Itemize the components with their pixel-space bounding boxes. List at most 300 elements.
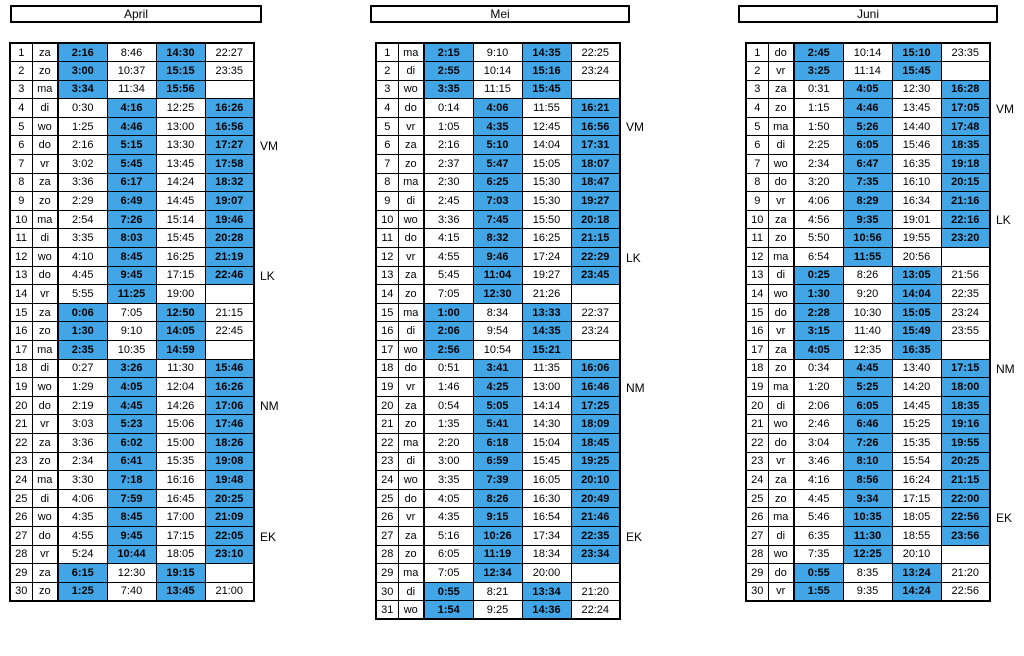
- table-row: [10, 545, 254, 564]
- tide-time: 22:25: [571, 43, 620, 62]
- weekday: wo: [32, 378, 58, 397]
- table-row: [746, 303, 990, 322]
- tide-time: 19:27: [571, 192, 620, 211]
- day-number: 20: [746, 396, 768, 415]
- weekday: ma: [398, 433, 424, 452]
- table-row: [746, 173, 990, 192]
- day-number: 14: [746, 285, 768, 304]
- tide-time: 10:14: [473, 62, 522, 81]
- tide-time: 3:00: [424, 452, 473, 471]
- tide-time: [571, 564, 620, 583]
- weekday: di: [32, 489, 58, 508]
- table-row: [376, 210, 620, 229]
- tide-time: 16:56: [571, 117, 620, 136]
- tide-time: 1:30: [794, 285, 843, 304]
- tide-time: 4:05: [843, 80, 892, 99]
- day-number: 30: [746, 582, 768, 601]
- tide-time: 5:41: [473, 415, 522, 434]
- tide-time: 5:45: [424, 266, 473, 285]
- tide-time: 4:06: [794, 192, 843, 211]
- table-row: [746, 526, 990, 545]
- tide-time: 21:56: [941, 266, 990, 285]
- tide-time: 21:15: [941, 471, 990, 490]
- tide-time: 11:55: [843, 248, 892, 267]
- tide-time: 15:16: [522, 62, 571, 81]
- tide-time: 9:35: [843, 582, 892, 601]
- table-row: [376, 99, 620, 118]
- tide-time: 6:17: [107, 173, 156, 192]
- tide-time: 4:05: [107, 378, 156, 397]
- day-number: 1: [376, 43, 398, 62]
- table-row: [746, 99, 990, 118]
- tide-time: 2:54: [58, 210, 107, 229]
- tide-time: 13:00: [156, 117, 205, 136]
- tide-time: 20:10: [571, 471, 620, 490]
- tide-time: 4:06: [58, 489, 107, 508]
- tide-time: 20:00: [522, 564, 571, 583]
- day-number: 19: [376, 378, 398, 397]
- tide-time: 7:35: [794, 545, 843, 564]
- weekday: za: [32, 173, 58, 192]
- day-number: 26: [10, 508, 32, 527]
- tide-time: 10:35: [107, 341, 156, 360]
- tide-time: 3:35: [424, 80, 473, 99]
- weekday: vr: [32, 415, 58, 434]
- tide-time: 11:04: [473, 266, 522, 285]
- tide-time: 9:35: [843, 210, 892, 229]
- table-row: [376, 248, 620, 267]
- tide-time: 6:05: [843, 136, 892, 155]
- month-title: Juni: [738, 5, 998, 23]
- weekday: vr: [768, 322, 794, 341]
- tide-time: 3:04: [794, 433, 843, 452]
- tide-time: 17:46: [205, 415, 254, 434]
- moon-phase-label: LK: [260, 269, 275, 284]
- weekday: za: [398, 266, 424, 285]
- weekday: ma: [398, 303, 424, 322]
- table-row: [10, 341, 254, 360]
- tide-time: 7:26: [843, 433, 892, 452]
- tide-time: 20:25: [941, 452, 990, 471]
- table-row: [376, 378, 620, 397]
- day-number: 22: [376, 433, 398, 452]
- day-number: 12: [376, 248, 398, 267]
- tide-time: 3:46: [794, 452, 843, 471]
- tide-time: 14:05: [156, 322, 205, 341]
- tide-time: 22:56: [941, 508, 990, 527]
- day-number: 5: [10, 117, 32, 136]
- tide-time: 9:10: [107, 322, 156, 341]
- tide-time: 13:30: [156, 136, 205, 155]
- tide-time: 14:24: [892, 582, 941, 601]
- tide-time: 9:20: [843, 285, 892, 304]
- weekday: vr: [398, 248, 424, 267]
- tide-time: 3:20: [794, 173, 843, 192]
- tide-time: 4:45: [58, 266, 107, 285]
- tide-time: 11:30: [843, 526, 892, 545]
- tide-time: 14:36: [522, 601, 571, 620]
- tide-time: 16:56: [205, 117, 254, 136]
- tide-time: 19:00: [156, 285, 205, 304]
- weekday: do: [32, 136, 58, 155]
- tide-time: 15:25: [892, 415, 941, 434]
- day-number: 13: [376, 266, 398, 285]
- table-row: [376, 433, 620, 452]
- tide-time: 17:25: [571, 396, 620, 415]
- tide-time: 12:30: [107, 564, 156, 583]
- tide-time: 2:16: [58, 136, 107, 155]
- tide-time: 2:55: [424, 62, 473, 81]
- weekday: za: [768, 80, 794, 99]
- day-number: 3: [746, 80, 768, 99]
- day-number: 5: [376, 117, 398, 136]
- day-number: 21: [376, 415, 398, 434]
- tide-time: 8:35: [843, 564, 892, 583]
- weekday: vr: [398, 117, 424, 136]
- tide-time: 7:59: [107, 489, 156, 508]
- tide-time: 14:45: [892, 396, 941, 415]
- tide-time: 1:30: [58, 322, 107, 341]
- tide-time: 14:04: [892, 285, 941, 304]
- tide-time: 14:30: [522, 415, 571, 434]
- table-row: [376, 62, 620, 81]
- tide-time: 0:51: [424, 359, 473, 378]
- day-number: 8: [10, 173, 32, 192]
- tide-time: 6:47: [843, 155, 892, 174]
- moon-phase-label: VM: [626, 120, 644, 135]
- tide-time: 18:34: [522, 545, 571, 564]
- tide-time: 2:56: [424, 341, 473, 360]
- day-number: 30: [10, 582, 32, 601]
- tide-time: 9:46: [473, 248, 522, 267]
- tide-time: 13:34: [522, 582, 571, 601]
- day-number: 1: [10, 43, 32, 62]
- tide-time: 14:45: [156, 192, 205, 211]
- tide-time: [205, 341, 254, 360]
- tide-time: 2:06: [794, 396, 843, 415]
- day-number: 10: [10, 210, 32, 229]
- table-row: [376, 266, 620, 285]
- tide-time: 7:45: [473, 210, 522, 229]
- tide-time: 4:55: [58, 526, 107, 545]
- weekday: wo: [398, 601, 424, 620]
- day-number: 28: [376, 545, 398, 564]
- moon-phase-label: EK: [996, 511, 1013, 525]
- tide-time: 4:15: [424, 229, 473, 248]
- table-row: [376, 415, 620, 434]
- table-row: [746, 452, 990, 471]
- tide-time: 3:03: [58, 415, 107, 434]
- table-row: [376, 43, 620, 62]
- weekday: do: [768, 173, 794, 192]
- weekday: za: [768, 341, 794, 360]
- weekday: wo: [398, 471, 424, 490]
- tide-time: 15:00: [156, 433, 205, 452]
- table-row: [746, 489, 990, 508]
- tide-time: 15:06: [156, 415, 205, 434]
- day-number: 24: [376, 471, 398, 490]
- day-number: 10: [376, 210, 398, 229]
- weekday: ma: [32, 471, 58, 490]
- weekday: di: [398, 62, 424, 81]
- weekday: za: [32, 564, 58, 583]
- tide-time: 13:45: [156, 155, 205, 174]
- tide-time: 18:35: [941, 396, 990, 415]
- tide-time: 20:18: [571, 210, 620, 229]
- weekday: do: [398, 359, 424, 378]
- tide-time: 19:55: [892, 229, 941, 248]
- tide-time: 7:05: [424, 564, 473, 583]
- weekday: za: [398, 136, 424, 155]
- day-number: 25: [10, 489, 32, 508]
- day-number: 25: [376, 489, 398, 508]
- weekday: di: [768, 396, 794, 415]
- table-row: [10, 303, 254, 322]
- tide-time: 6:05: [424, 545, 473, 564]
- tide-time: 16:46: [571, 378, 620, 397]
- day-number: 4: [376, 99, 398, 118]
- tide-time: 18:07: [571, 155, 620, 174]
- tide-time: 12:30: [473, 285, 522, 304]
- tide-time: 2:16: [58, 43, 107, 62]
- day-number: 2: [376, 62, 398, 81]
- tide-time: 16:34: [892, 192, 941, 211]
- tide-time: 6:25: [473, 173, 522, 192]
- weekday: zo: [32, 582, 58, 601]
- tide-time: 18:45: [571, 433, 620, 452]
- day-number: 27: [376, 526, 398, 545]
- weekday: vr: [32, 155, 58, 174]
- weekday: do: [768, 564, 794, 583]
- tide-time: 8:03: [107, 229, 156, 248]
- table-row: [10, 210, 254, 229]
- weekday: di: [398, 582, 424, 601]
- tide-time: 13:24: [892, 564, 941, 583]
- day-number: 16: [10, 322, 32, 341]
- tide-time: 10:44: [107, 545, 156, 564]
- weekday: wo: [398, 80, 424, 99]
- tide-time: 22:46: [205, 266, 254, 285]
- weekday: do: [768, 303, 794, 322]
- table-row: [746, 155, 990, 174]
- table-row: [10, 80, 254, 99]
- tide-time: 2:46: [794, 415, 843, 434]
- table-row: [376, 192, 620, 211]
- tide-time: 15:56: [156, 80, 205, 99]
- tide-time: 4:56: [794, 210, 843, 229]
- weekday: do: [398, 229, 424, 248]
- tide-time: [941, 62, 990, 81]
- day-number: 24: [746, 471, 768, 490]
- tide-time: 6:41: [107, 452, 156, 471]
- tide-time: 9:10: [473, 43, 522, 62]
- weekday: do: [398, 99, 424, 118]
- table-row: [746, 136, 990, 155]
- weekday: vr: [768, 62, 794, 81]
- tide-time: 4:46: [843, 99, 892, 118]
- tide-time: 18:09: [571, 415, 620, 434]
- table-row: [10, 173, 254, 192]
- day-number: 13: [10, 266, 32, 285]
- tide-time: 3:26: [107, 359, 156, 378]
- tide-time: 13:00: [522, 378, 571, 397]
- tide-time: 16:24: [892, 471, 941, 490]
- weekday: di: [398, 322, 424, 341]
- day-number: 9: [10, 192, 32, 211]
- tide-time: 11:30: [156, 359, 205, 378]
- day-number: 6: [10, 136, 32, 155]
- table-row: [376, 396, 620, 415]
- tide-time: 0:30: [58, 99, 107, 118]
- tide-time: [205, 80, 254, 99]
- day-number: 6: [746, 136, 768, 155]
- tide-time: 16:54: [522, 508, 571, 527]
- tide-time: 22:45: [205, 322, 254, 341]
- month-title: Mei: [370, 5, 630, 23]
- day-number: 5: [746, 117, 768, 136]
- tide-time: 14:35: [522, 322, 571, 341]
- tide-time: 5:10: [473, 136, 522, 155]
- tide-time: 2:20: [424, 433, 473, 452]
- tide-time: 5:55: [58, 285, 107, 304]
- tide-time: 15:45: [156, 229, 205, 248]
- tide-time: 12:25: [843, 545, 892, 564]
- table-row: [376, 341, 620, 360]
- tide-time: 19:46: [205, 210, 254, 229]
- tide-time: [205, 564, 254, 583]
- tide-time: 22:16: [941, 210, 990, 229]
- day-number: 7: [376, 155, 398, 174]
- day-number: 18: [10, 359, 32, 378]
- table-row: [376, 155, 620, 174]
- tide-time: 17:15: [156, 266, 205, 285]
- tide-time: 11:19: [473, 545, 522, 564]
- table-row: [746, 433, 990, 452]
- day-number: 20: [10, 396, 32, 415]
- tide-time: 10:14: [843, 43, 892, 62]
- table-row: [10, 564, 254, 583]
- tide-table: [745, 42, 991, 602]
- weekday: di: [768, 266, 794, 285]
- table-row: [746, 210, 990, 229]
- weekday: do: [398, 489, 424, 508]
- tide-time: 23:20: [941, 229, 990, 248]
- tide-time: [571, 80, 620, 99]
- table-row: [376, 285, 620, 304]
- table-row: [746, 117, 990, 136]
- tide-time: 8:34: [473, 303, 522, 322]
- day-number: 29: [376, 564, 398, 583]
- weekday: di: [768, 526, 794, 545]
- table-row: [10, 248, 254, 267]
- tide-time: 14:35: [522, 43, 571, 62]
- tide-time: 21:19: [205, 248, 254, 267]
- tide-time: 8:21: [473, 582, 522, 601]
- tide-time: 15:05: [522, 155, 571, 174]
- weekday: zo: [768, 229, 794, 248]
- weekday: ma: [768, 117, 794, 136]
- tide-time: 8:10: [843, 452, 892, 471]
- tide-time: 10:26: [473, 526, 522, 545]
- tide-time: 23:24: [571, 322, 620, 341]
- table-row: [10, 322, 254, 341]
- day-number: 6: [376, 136, 398, 155]
- day-number: 4: [746, 99, 768, 118]
- tide-time: 16:35: [892, 155, 941, 174]
- weekday: wo: [32, 248, 58, 267]
- tide-time: 11:55: [522, 99, 571, 118]
- table-row: [10, 433, 254, 452]
- tide-time: 5:15: [107, 136, 156, 155]
- tide-time: 3:41: [473, 359, 522, 378]
- day-number: 20: [376, 396, 398, 415]
- table-row: [10, 471, 254, 490]
- tide-time: 4:45: [794, 489, 843, 508]
- tide-time: 12:34: [473, 564, 522, 583]
- day-number: 15: [746, 303, 768, 322]
- day-number: 2: [746, 62, 768, 81]
- table-row: [10, 582, 254, 601]
- tide-time: 9:45: [107, 266, 156, 285]
- table-row: [746, 229, 990, 248]
- tide-time: 16:05: [522, 471, 571, 490]
- tide-time: 5:25: [843, 378, 892, 397]
- tide-time: 12:04: [156, 378, 205, 397]
- table-row: [376, 322, 620, 341]
- weekday: di: [398, 452, 424, 471]
- tide-time: 2:34: [58, 452, 107, 471]
- tide-time: 8:56: [843, 471, 892, 490]
- tide-time: 10:37: [107, 62, 156, 81]
- tide-time: 23:35: [205, 62, 254, 81]
- day-number: 10: [746, 210, 768, 229]
- tide-time: 19:25: [571, 452, 620, 471]
- tide-time: 23:34: [571, 545, 620, 564]
- month-title: April: [10, 5, 262, 23]
- weekday: vr: [768, 192, 794, 211]
- weekday: za: [398, 396, 424, 415]
- tide-time: 4:16: [794, 471, 843, 490]
- tide-time: 23:35: [941, 43, 990, 62]
- tide-time: 11:35: [522, 359, 571, 378]
- weekday: vr: [32, 545, 58, 564]
- tide-time: 4:35: [473, 117, 522, 136]
- tide-time: 18:00: [941, 378, 990, 397]
- tide-time: 15:46: [892, 136, 941, 155]
- moon-phase-label: VM: [996, 101, 1014, 116]
- tide-time: 3:00: [58, 62, 107, 81]
- tide-time: 20:28: [205, 229, 254, 248]
- table-row: [10, 229, 254, 248]
- tide-time: 23:56: [941, 526, 990, 545]
- table-row: [746, 415, 990, 434]
- tide-time: 21:15: [571, 229, 620, 248]
- tide-time: 4:55: [424, 248, 473, 267]
- tide-time: 15:50: [522, 210, 571, 229]
- tide-time: 12:25: [156, 99, 205, 118]
- table-row: [376, 526, 620, 545]
- tide-time: 8:45: [107, 508, 156, 527]
- tide-time: 13:40: [892, 359, 941, 378]
- day-number: 26: [376, 508, 398, 527]
- moon-phase-label: NM: [996, 362, 1015, 377]
- table-row: [746, 285, 990, 304]
- tide-time: 15:35: [156, 452, 205, 471]
- tide-time: 3:36: [424, 210, 473, 229]
- tide-time: 4:05: [794, 341, 843, 360]
- weekday: wo: [768, 415, 794, 434]
- weekday: zo: [768, 489, 794, 508]
